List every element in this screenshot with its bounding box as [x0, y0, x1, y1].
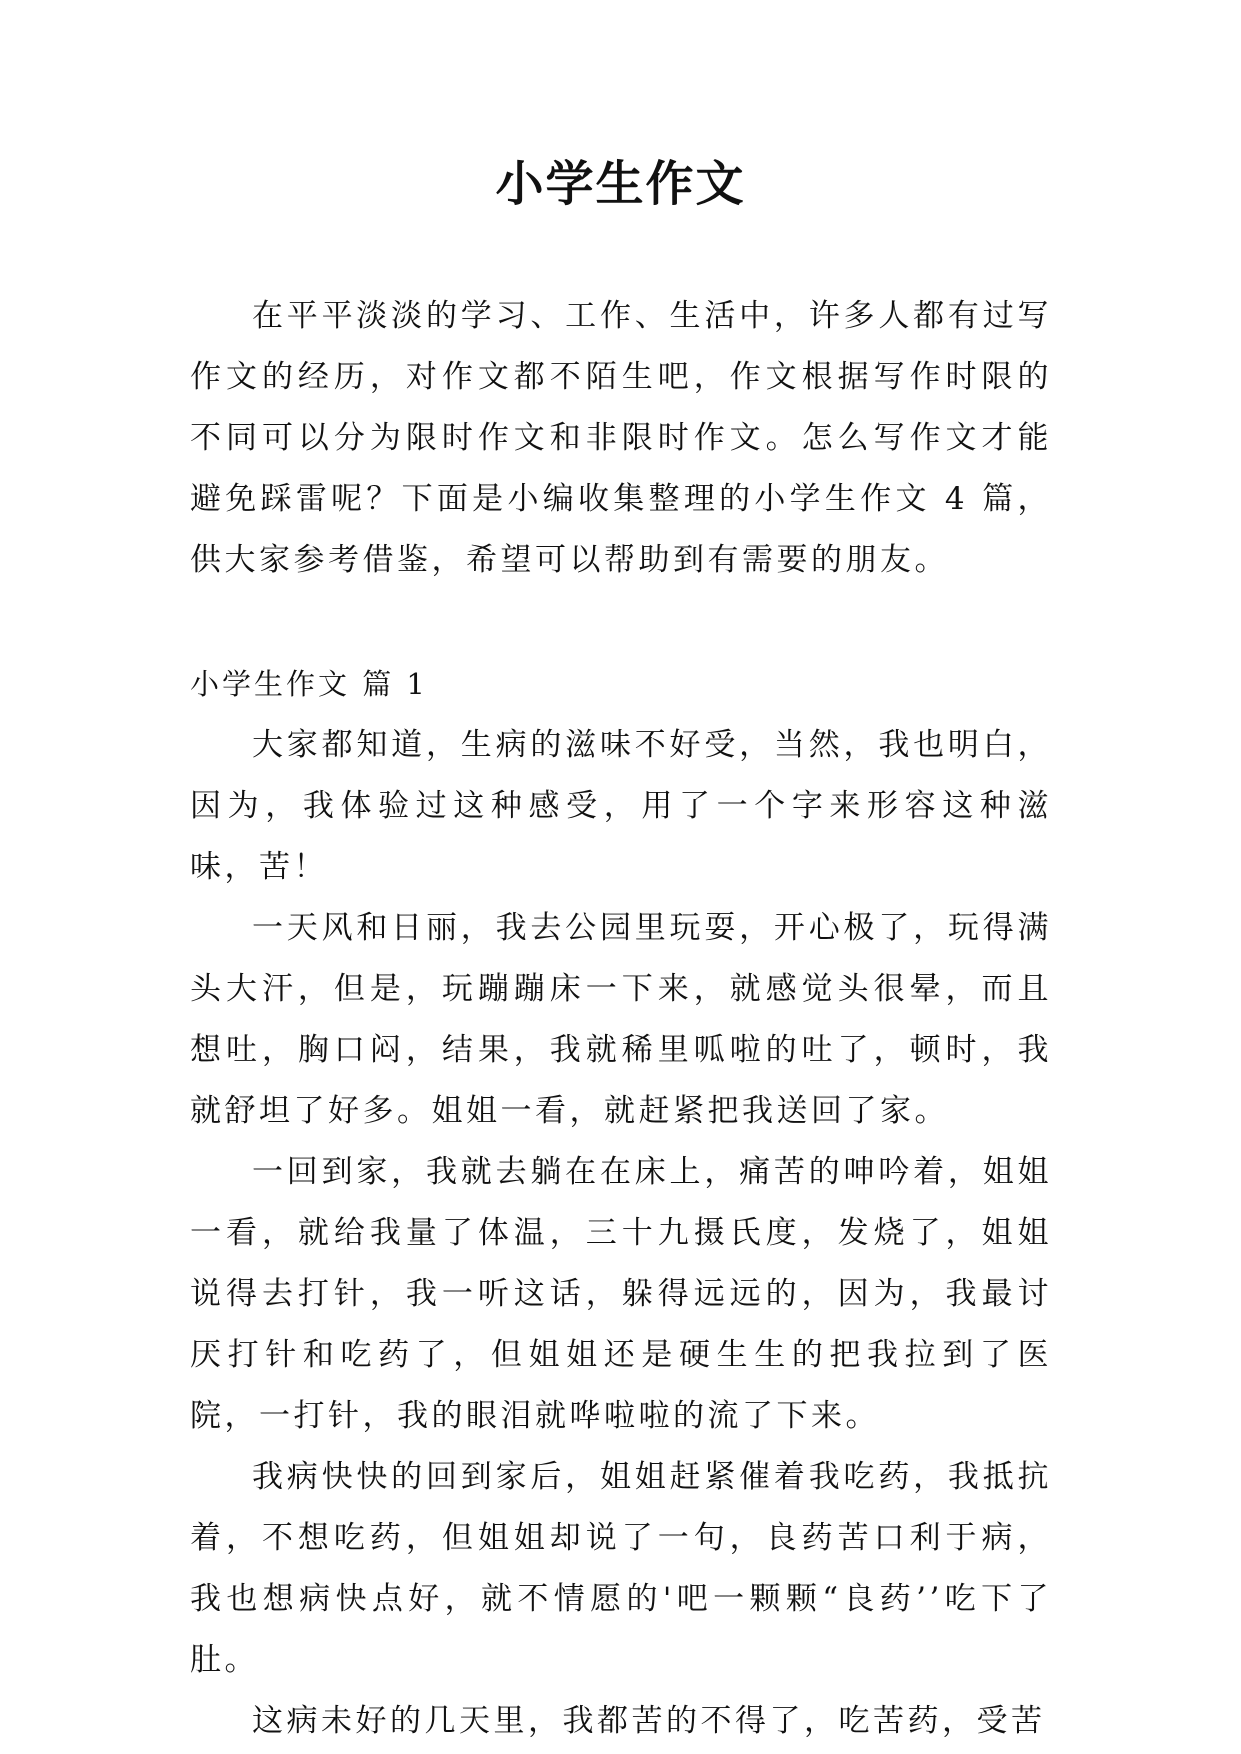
document-body: [190, 286, 1052, 1752]
body-paragraph-4: 我病快快的回到家后，姐姐赶紧催着我吃药，我抵抗着，不想吃药，但姐姐却说了一句，良药苦口利于病，我也想病快点好，就不情愿的'吧一颗颗“良药’’吃下了肚。: [190, 1459, 1052, 1678]
intro-paragraph: 在平平淡淡的学习、工作、生活中，许多人都有过写作文的经历，对作文都不陌生吧，作文根据写作时限的不同可以分为限时作文和非限时作文。怎么写作文才能避免踩雷呢？下面是小编收集整理的小学生作文 4 篇，供大家参考借鉴，希望可以帮助到有需要的朋友。: [190, 298, 1052, 578]
body-paragraph-3: 一回到家，我就去躺在在床上，痛苦的呻吟着，姐姐一看，就给我量了体温，三十九摄氏度，发烧了，姐姐说得去打针，我一听这话，躲得远远的，因为，我最讨厌打针和吃药了，但姐姐还是硬生生的把我拉到了医院，一打针，我的眼泪就哗啦啦的流了下来。: [190, 1154, 1052, 1434]
body-paragraph-5: 这病未好的几天里，我都苦的不得了，吃苦药，受苦: [252, 1703, 1046, 1739]
section-heading: 小学生作文 篇 1: [190, 667, 428, 701]
body-paragraph-2: 一天风和日丽，我去公园里玩耍，开心极了，玩得满头大汗，但是，玩蹦蹦床一下来，就感觉头很晕，而且想吐，胸口闷，结果，我就稀里呱啦的吐了，顿时，我就舒坦了好多。姐姐一看，就赶紧把我送回了家。: [190, 910, 1052, 1129]
document-title: 小学生作文: [495, 156, 746, 212]
body-paragraph-1: 大家都知道，生病的滋味不好受，当然，我也明白，因为，我体验过这种感受，用了一个字来形容这种滋味，苦！: [190, 727, 1052, 885]
